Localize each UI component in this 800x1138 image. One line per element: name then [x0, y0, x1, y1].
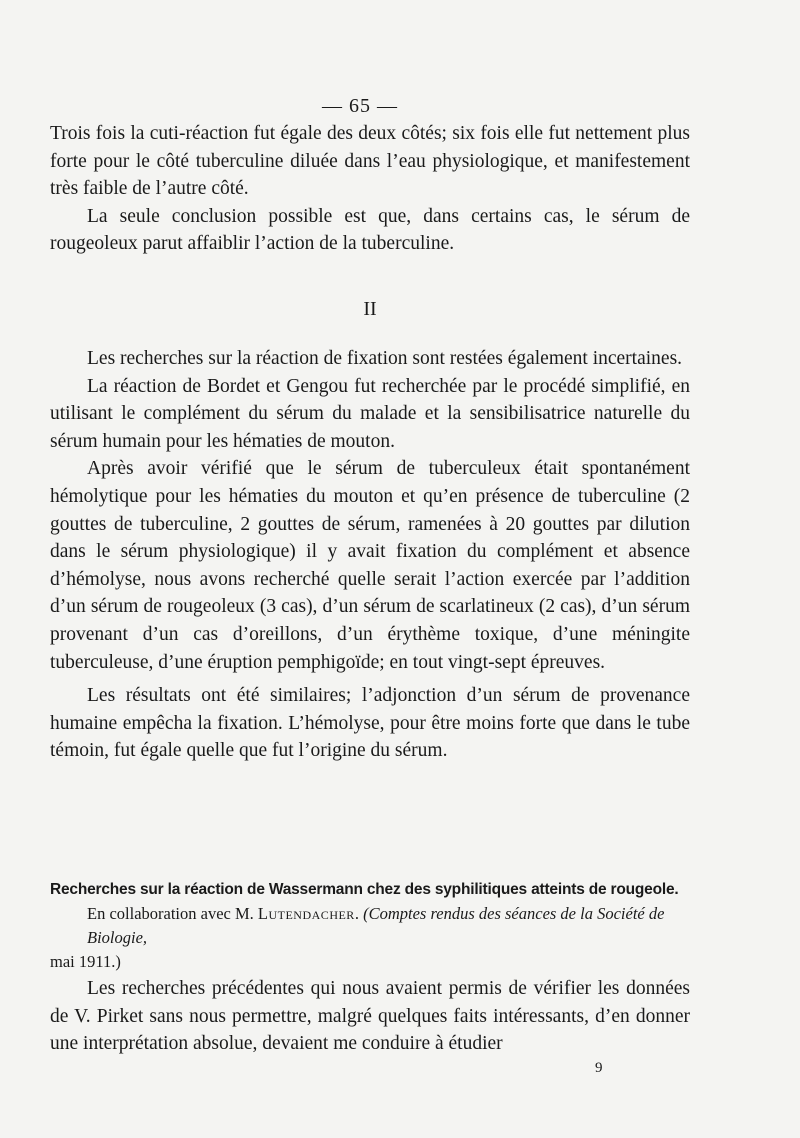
publication-title: Recherches sur la réaction de Wassermann chez des syphilitiques atteints de rougeole.: [50, 881, 679, 898]
section-heading: II: [363, 298, 377, 320]
paragraph: Les recherches précédentes qui nous avaient permis de vérifier les données de V. Pirket sans nous permettre, malgré quelques faits intéressants, d’en donner une interprétation absolue, devaient me conduire à étudier: [50, 978, 690, 1055]
paragraph: Les résultats ont été similaires; l’adjonction d’un sérum de provenance humaine empêcha la fixation. L’hémolyse, pour être moins forte que dans le tube témoin, fut égale quelle que fut l’origine du sérum.: [50, 685, 690, 762]
collaborator-name: Lutendacher: [257, 904, 355, 923]
journal-name: (Comptes rendus des séances de la Société de Biologie,: [87, 904, 665, 947]
section-tuberculin-reaction: [50, 120, 690, 258]
paragraph: Trois fois la cuti-réaction fut égale des deux côtés; six fois elle fut nettement plus forte pour le côté tuberculine diluée dans l’eau physiologique, et manifestement très faible de l’autre côté.: [50, 123, 690, 200]
section-fixation-reaction: [50, 345, 690, 765]
paragraph: La seule conclusion possible est que, dans certains cas, le sérum de rougeoleux parut affaiblir l’action de la tuberculine.: [50, 205, 690, 255]
paragraph: Les recherches sur la réaction de fixation sont restées également incertaines.: [87, 348, 683, 369]
paragraph: La réaction de Bordet et Gengou fut recherchée par le procédé simplifié, en utilisant le complément du sérum du malade et la sensibilisatrice naturelle du sérum humain pour les hématies de mouton.: [50, 375, 690, 452]
signature-mark: 9: [595, 1060, 603, 1076]
publication-date: mai 1911.): [50, 952, 121, 971]
paragraph: Après avoir vérifié que le sérum de tuberculeux était spontanément hémolytique pour les hématies du mouton et qu’en présence de tuberculine (2 gouttes de tuberculine, 2 gouttes de sérum, ramenées à 20 gouttes par dilution dans le sérum physiologique) il y avait fixation du complément et absence d’hémolyse, nous avons recherché quelle serait l’action exercée par l’addition d’un sérum de rougeoleux (3 cas), d’un sérum de scarlatineux (2 cas), d’un sérum provenant d’un cas d’oreillons, d’un érythème toxique, d’une méningite tuberculeuse, d’une éruption pemphigoïde; en tout vingt-sept épreuves.: [50, 458, 690, 673]
publication-details: En collaboration avec M. Lutendacher. (Comptes rendus des séances de la Société de Biologie,: [87, 904, 665, 947]
section-wassermann: [50, 975, 690, 1058]
collaboration-prefix: En collaboration avec M.: [87, 904, 258, 923]
publication-reference: [50, 878, 690, 974]
page-number: — 65 —: [322, 95, 398, 117]
